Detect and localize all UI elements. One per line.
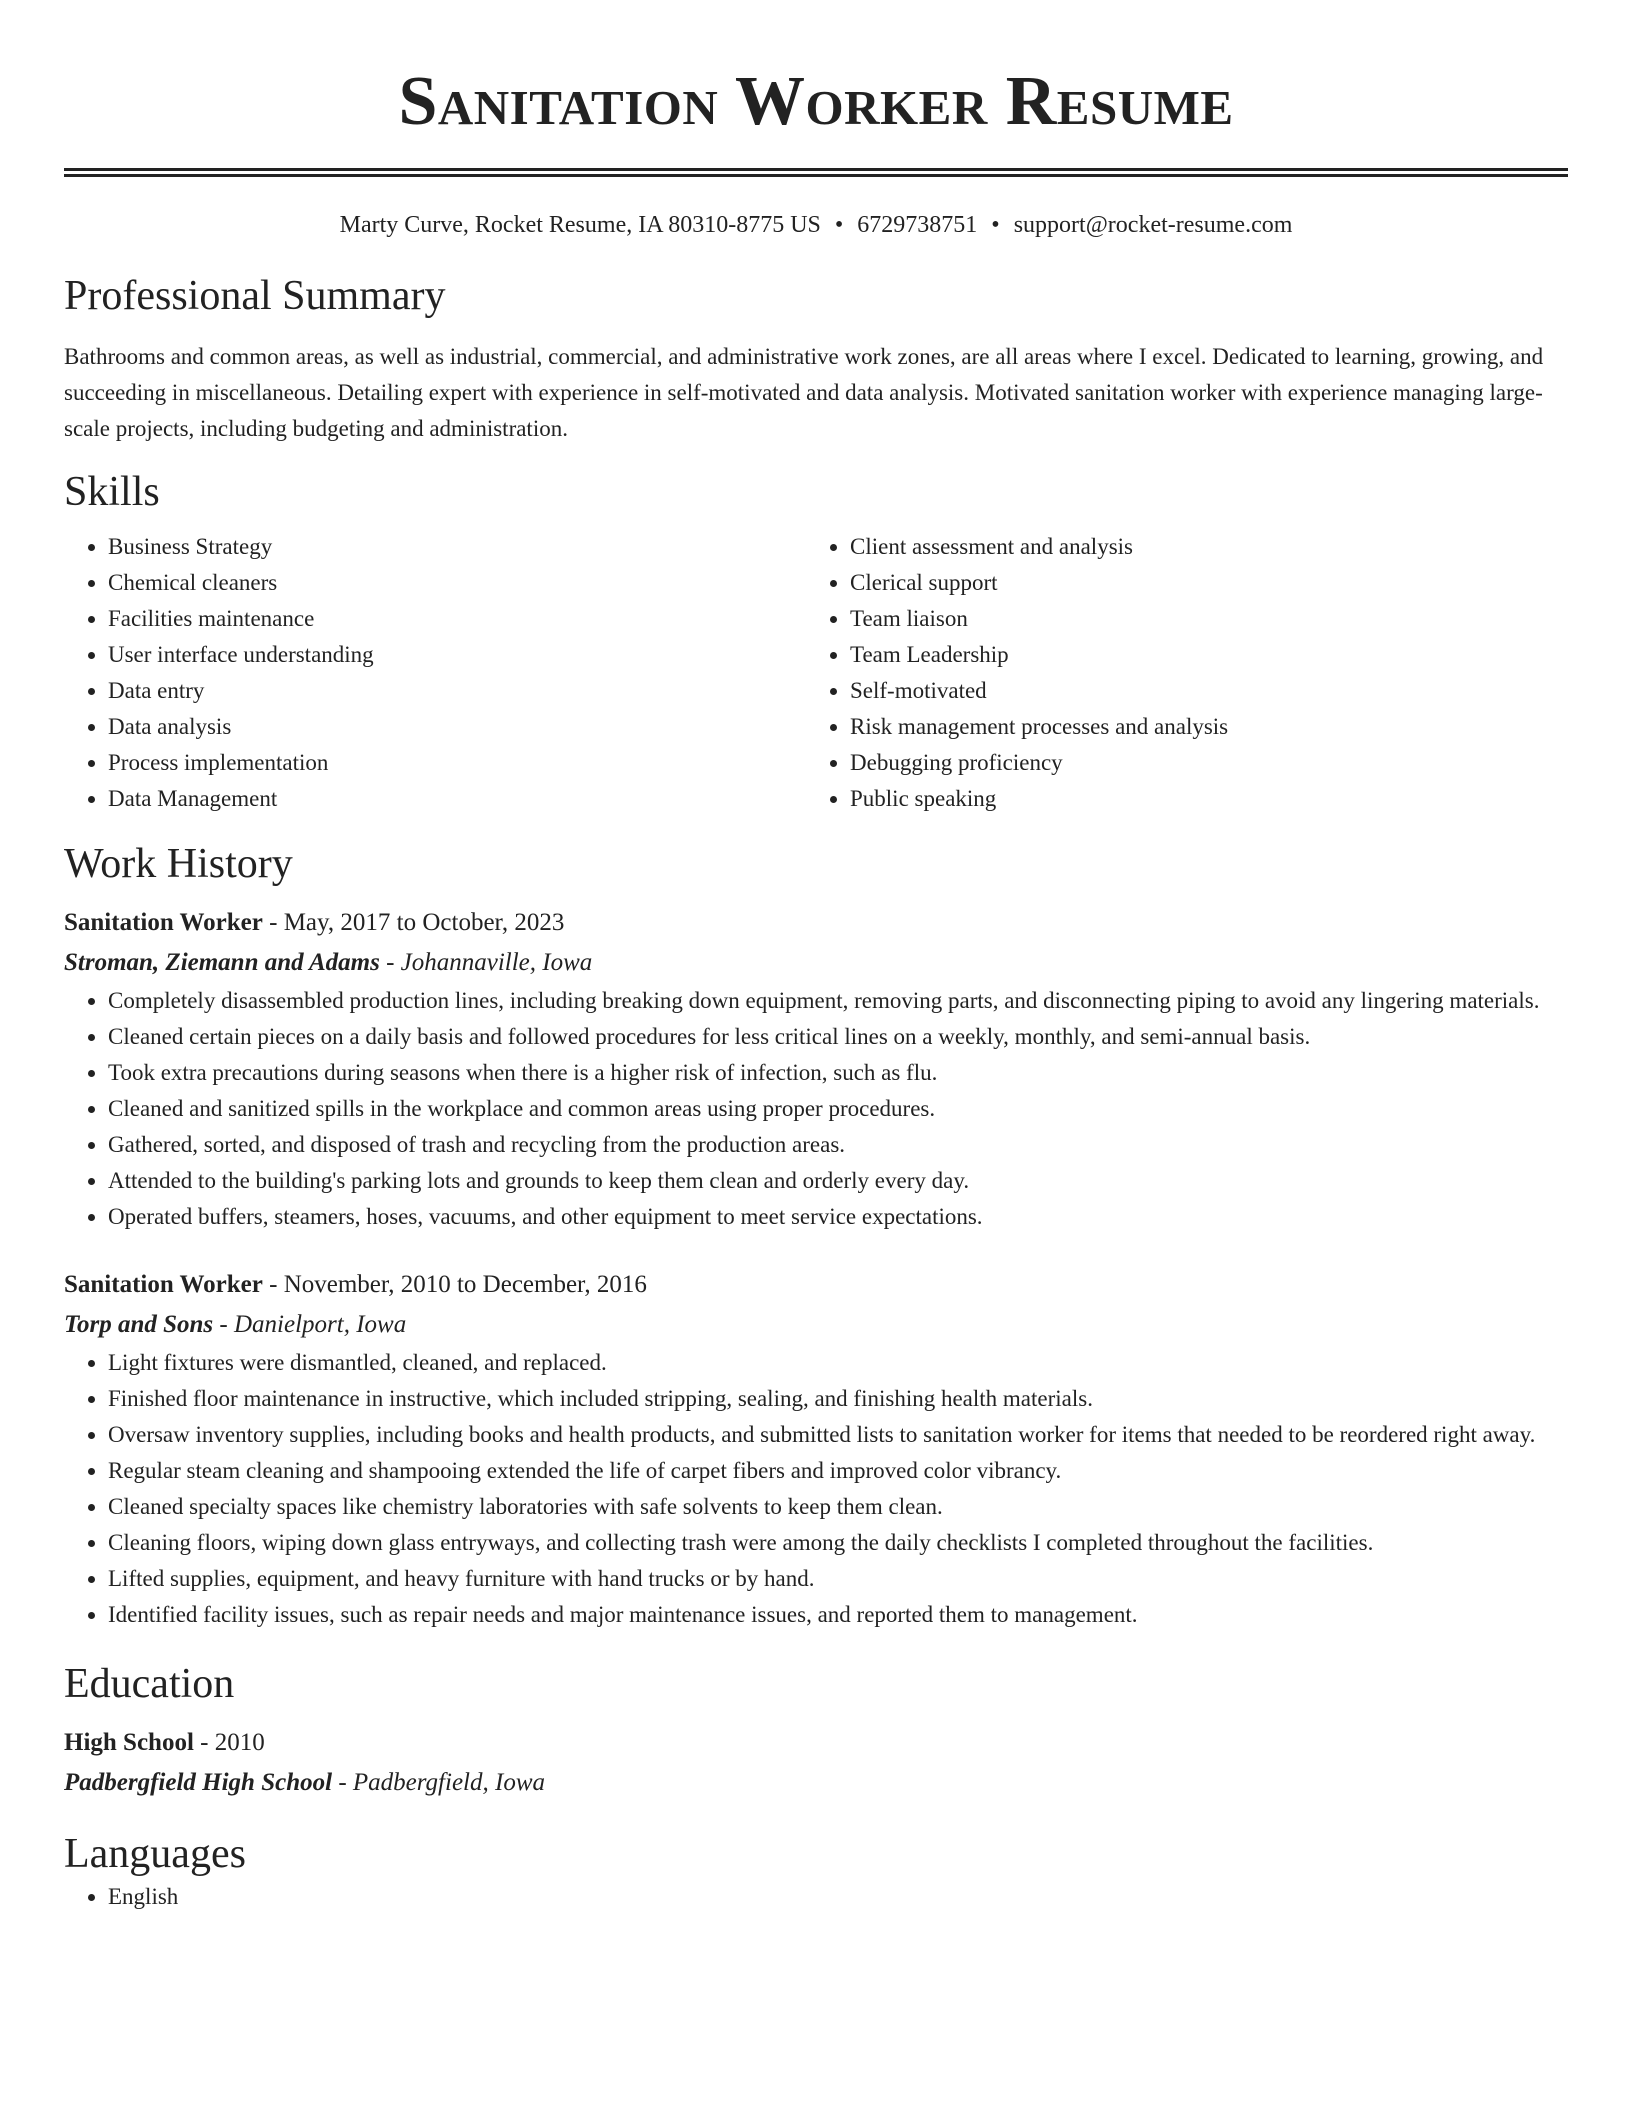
languages-list (64, 1879, 1568, 1915)
job-duty: • Oversaw inventory supplies, including books and health products, and submitted lists to sanitation worker for items that needed to be reordered right away. (108, 1417, 1568, 1453)
skills-list-right (806, 529, 1548, 817)
job-duty: • Light fixtures were dismantled, cleaned, and replaced. (108, 1345, 1568, 1381)
job-title-line: Sanitation Worker - May, 2017 to October, 2023 (64, 909, 565, 936)
job-duty: • Cleaning floors, wiping down glass entryways, and collecting trash were among the daily checklists I completed throughout the facilities. (108, 1525, 1568, 1561)
skills-grid (64, 529, 1568, 817)
job-title-line: Sanitation Worker - November, 2010 to December, 2016 (64, 1271, 647, 1298)
skill-item: • Risk management processes and analysis (850, 709, 1548, 745)
job-duty: • Cleaned and sanitized spills in the workplace and common areas using proper procedures. (108, 1091, 1568, 1127)
skill-item: • Business Strategy (108, 529, 806, 565)
employer-location: Johannaville, Iowa (400, 949, 593, 976)
skill-item: • Self-motivated (850, 673, 1548, 709)
contact-email: support@rocket-resume.com (1013, 212, 1293, 238)
skill-item: • Facilities maintenance (108, 601, 806, 637)
resume-title: Sanitation Worker Resume (398, 63, 1234, 140)
contact-line (64, 209, 1568, 241)
skill-item: • Chemical cleaners (108, 565, 806, 601)
education-heading: Education (64, 1661, 235, 1707)
job-duty: • Took extra precautions during seasons when there is a higher risk of infection, such as flu. (108, 1055, 1568, 1091)
skills-column-left (64, 529, 806, 817)
skill-item: • Data entry (108, 673, 806, 709)
skill-item: • Data analysis (108, 709, 806, 745)
skills-heading: Skills (64, 469, 160, 515)
job-title: Sanitation Worker (64, 1271, 263, 1298)
employer-line: Stroman, Ziemann and Adams - Johannaville, Iowa (64, 949, 593, 976)
job-duty: • Lifted supplies, equipment, and heavy furniture with hand trucks or by hand. (108, 1561, 1568, 1597)
resume-page (64, 0, 1568, 1915)
language-item: • English (108, 1879, 1568, 1915)
work-history-heading: Work History (64, 841, 293, 887)
education-degree-line: High School - 2010 (64, 1729, 265, 1756)
job-entry (64, 1265, 1568, 1633)
job-duty: • Gathered, sorted, and disposed of trash and recycling from the production areas. (108, 1127, 1568, 1163)
education-school-line: Padbergfield High School - Padbergfield, Iowa (64, 1769, 545, 1796)
employer-line: Torp and Sons - Danielport, Iowa (64, 1311, 407, 1338)
job-duty: • Operated buffers, steamers, hoses, vacuums, and other equipment to meet service expectations. (108, 1199, 1568, 1235)
job-duty: • Regular steam cleaning and shampooing extended the life of carpet fibers and improved color vibrancy. (108, 1453, 1568, 1489)
job-entry (64, 903, 1568, 1235)
skill-item: • Clerical support (850, 565, 1548, 601)
employer-name: Torp and Sons (64, 1311, 214, 1338)
skill-item: • Data Management (108, 781, 806, 817)
employer-name: Stroman, Ziemann and Adams (64, 949, 380, 976)
education-location: Padbergfield, Iowa (352, 1769, 545, 1796)
job-duty: • Cleaned certain pieces on a daily basis and followed procedures for less critical lines on a weekly, monthly, and semi-annual basis. (108, 1019, 1568, 1055)
employer-location: Danielport, Iowa (233, 1311, 407, 1338)
job-duty: • Cleaned specialty spaces like chemistry laboratories with safe solvents to keep them clean. (108, 1489, 1568, 1525)
job-dates: May, 2017 to October, 2023 (283, 909, 565, 936)
skill-item: • Client assessment and analysis (850, 529, 1548, 565)
contact-phone: 6729738751 (857, 212, 978, 238)
skill-item: • Debugging proficiency (850, 745, 1548, 781)
contact-separator: • (834, 212, 844, 238)
skills-list-left (64, 529, 806, 817)
education-year: 2010 (214, 1729, 265, 1756)
job-duty: • Finished floor maintenance in instructive, which included stripping, sealing, and finishing health materials. (108, 1381, 1568, 1417)
languages-heading: Languages (64, 1831, 246, 1877)
education-degree: High School (64, 1729, 194, 1756)
job-duties-list (64, 1345, 1568, 1633)
title-divider (64, 168, 1568, 177)
skill-item: • Team Leadership (850, 637, 1548, 673)
job-duty: • Identified facility issues, such as repair needs and major maintenance issues, and reported them to management. (108, 1597, 1568, 1633)
summary-heading: Professional Summary (64, 273, 446, 319)
contact-address: Marty Curve, Rocket Resume, IA 80310-8775 US (339, 212, 821, 238)
job-duty: • Completely disassembled production lines, including breaking down equipment, removing parts, and disconnecting piping to avoid any lingering materials. (108, 983, 1568, 1019)
summary-text: Bathrooms and common areas, as well as industrial, commercial, and administrative work zones, are all areas where I excel. Dedicated to learning, growing, and succeeding in miscellaneous. Detailing expert with experience in self-motivated and data analysis. Motivated sanitation worker with experience managing large-scale projects, including budgeting and administration. (64, 344, 1544, 441)
job-duty: • Attended to the building's parking lots and grounds to keep them clean and orderly every day. (108, 1163, 1568, 1199)
skill-item: • Process implementation (108, 745, 806, 781)
contact-separator: • (991, 212, 1000, 238)
skills-column-right (806, 529, 1548, 817)
skill-item: • Public speaking (850, 781, 1548, 817)
job-duties-list (64, 983, 1568, 1235)
skill-item: • Team liaison (850, 601, 1548, 637)
skill-item: • User interface understanding (108, 637, 806, 673)
job-title: Sanitation Worker (64, 909, 263, 936)
job-dates: November, 2010 to December, 2016 (283, 1271, 647, 1298)
education-school: Padbergfield High School (64, 1769, 333, 1796)
